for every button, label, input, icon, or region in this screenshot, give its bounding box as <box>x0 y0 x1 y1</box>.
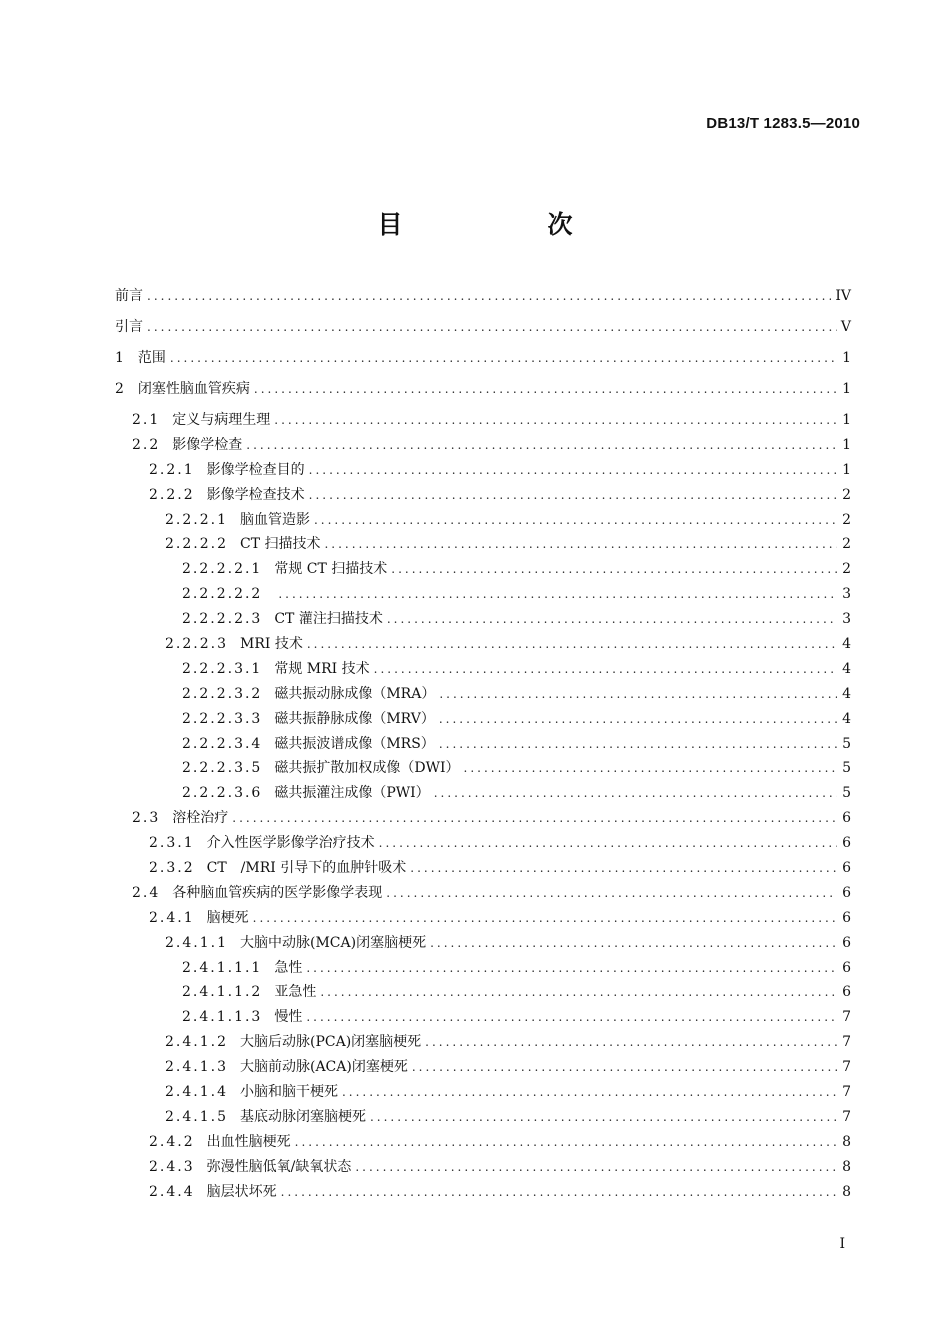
toc-entry-page: 4 <box>842 685 851 702</box>
toc-entry-label: MRI 技术 <box>239 635 303 652</box>
toc-entry-label: 磁共振动脉成像（MRA） <box>274 685 436 702</box>
toc-entry-label: 溶栓治疗 <box>172 810 229 827</box>
toc-entry-page: 2 <box>842 511 851 528</box>
dot-leader <box>147 315 837 340</box>
toc-entry-number: 2.2.2 <box>149 486 195 503</box>
toc-entry-page: 1 <box>842 380 851 397</box>
dot-leader <box>281 1180 837 1205</box>
toc-entry-label: 基底动脉闭塞脑梗死 <box>239 1108 366 1125</box>
toc-entry[interactable] <box>115 906 851 931</box>
toc-entry-label: 大脑中动脉(MCA)闭塞脑梗死 <box>239 934 427 951</box>
toc-entry[interactable] <box>115 1080 851 1105</box>
toc-entry-label: 磁共振静脉成像（MRV） <box>274 710 435 727</box>
toc-entry-page: IV <box>835 288 851 304</box>
toc-entry-label: 范围 <box>137 349 166 366</box>
toc-entry-page: 5 <box>842 735 851 752</box>
toc-entry-page: 8 <box>842 1158 851 1175</box>
toc-entry-number: 2.3.2 <box>149 859 195 876</box>
toc-entry-number: 2.2.1 <box>149 461 195 478</box>
dot-leader <box>374 657 837 682</box>
toc-entry-page: 1 <box>842 349 851 366</box>
toc-entry[interactable] <box>115 707 851 732</box>
dot-leader <box>387 607 837 632</box>
toc-entry[interactable] <box>115 956 851 981</box>
dot-leader <box>278 582 837 607</box>
page-number: I <box>839 1236 845 1252</box>
toc-entry-number: 2.2.2.3.2 <box>182 685 263 702</box>
dot-leader <box>370 1105 837 1130</box>
toc-entry-page: 6 <box>842 959 851 976</box>
dot-leader <box>342 1080 837 1105</box>
toc-entry-page: 7 <box>842 1034 851 1051</box>
toc-entry-label: 影像学检查目的 <box>206 461 305 478</box>
toc-entry-number: 2.4.4 <box>149 1183 195 1200</box>
dot-leader <box>464 756 838 781</box>
toc-entry-page: 2 <box>842 536 851 553</box>
toc-entry[interactable] <box>115 607 851 632</box>
toc-entry-label: 磁共振灌注成像（PWI） <box>274 785 430 802</box>
toc-entry[interactable] <box>115 315 851 340</box>
dot-leader <box>306 956 837 981</box>
toc-entry-label: 弥漫性脑低氧/缺氧状态 <box>206 1158 352 1175</box>
toc-entry[interactable] <box>115 806 851 831</box>
page-title: 目 次 <box>377 210 633 239</box>
toc-entry-label: 影像学检查技术 <box>206 486 305 503</box>
toc-entry[interactable] <box>115 377 851 402</box>
toc-entry-page: 2 <box>842 486 851 503</box>
dot-leader <box>320 980 837 1005</box>
toc-entry-number: 2.4.1.4 <box>165 1083 228 1100</box>
dot-leader <box>439 682 837 707</box>
toc-entry-page: 7 <box>842 1009 851 1026</box>
toc-entry-page: 6 <box>842 884 851 901</box>
toc-entry[interactable] <box>115 931 851 956</box>
dot-leader <box>295 1130 837 1155</box>
toc-entry-page: 1 <box>842 461 851 478</box>
toc-entry-label: 慢性 <box>274 1009 303 1026</box>
dot-leader <box>425 1030 837 1055</box>
toc-entry[interactable] <box>115 657 851 682</box>
toc-entry[interactable] <box>115 284 851 309</box>
toc-entry-number: 2.4.1.1.2 <box>182 984 263 1001</box>
toc-entry-number: 2.4.1 <box>149 909 195 926</box>
toc-entry[interactable] <box>115 458 851 483</box>
toc-entry-label: 急性 <box>274 959 303 976</box>
toc-entry[interactable] <box>115 732 851 757</box>
toc-entry[interactable] <box>115 1130 851 1155</box>
toc-entry-page: 2 <box>842 561 851 578</box>
toc-entry-page: 6 <box>842 909 851 926</box>
toc-entry-number: 2.2.2.3.6 <box>182 785 263 802</box>
toc-entry-page: 5 <box>842 785 851 802</box>
toc-entry[interactable] <box>115 980 851 1005</box>
toc-entry-label: 磁共振扩散加权成像（DWI） <box>274 760 460 777</box>
toc-entry[interactable] <box>115 1055 851 1080</box>
toc-entry[interactable] <box>115 508 851 533</box>
table-of-contents <box>115 284 851 1204</box>
toc-entry-label: 大脑后动脉(PCA)闭塞脑梗死 <box>239 1034 422 1051</box>
toc-entry[interactable] <box>115 781 851 806</box>
toc-entry-page: 4 <box>842 710 851 727</box>
dot-leader <box>306 1005 837 1030</box>
toc-entry-page: 8 <box>842 1133 851 1150</box>
toc-entry[interactable] <box>115 557 851 582</box>
toc-entry-number: 2.4.1.1.3 <box>182 1009 263 1026</box>
toc-entry[interactable] <box>115 881 851 906</box>
document-code: DB13/T 1283.5—2010 <box>706 115 860 132</box>
toc-entry[interactable] <box>115 1005 851 1030</box>
dot-leader <box>147 284 831 309</box>
toc-entry-label: 各种脑血管疾病的医学影像学表现 <box>172 884 383 901</box>
toc-entry-number: 2.2.2.3 <box>165 635 228 652</box>
dot-leader <box>430 931 837 956</box>
toc-entry-number: 2.4.1.1 <box>165 934 228 951</box>
toc-entry-number: 2.3.1 <box>149 835 195 852</box>
toc-entry-page: 3 <box>842 611 851 628</box>
toc-entry-page: 4 <box>842 660 851 677</box>
toc-entry-page: 6 <box>842 934 851 951</box>
toc-entry-number: 2.2.2.3.4 <box>182 735 263 752</box>
toc-entry-number: 2.2.2.2.1 <box>182 561 263 578</box>
toc-entry-number: 2.4.3 <box>149 1158 195 1175</box>
toc-entry-page: 5 <box>842 760 851 777</box>
toc-entry-label: 脑梗死 <box>206 909 249 926</box>
toc-entry[interactable] <box>115 582 851 607</box>
dot-leader <box>434 781 837 806</box>
toc-entry-label: 出血性脑梗死 <box>206 1133 291 1150</box>
toc-entry-label: 磁共振波谱成像（MRS） <box>274 735 435 752</box>
toc-entry-number: 2.4.1.3 <box>165 1059 228 1076</box>
toc-entry-page: 6 <box>842 810 851 827</box>
dot-leader <box>246 433 837 458</box>
toc-entry-number: 2.2.2.3.1 <box>182 660 263 677</box>
toc-entry-page: 1 <box>842 436 851 453</box>
toc-entry-label: CT 扫描技术 <box>239 536 321 553</box>
dot-leader <box>379 831 837 856</box>
toc-entry[interactable] <box>115 1105 851 1130</box>
toc-entry-number: 2 <box>115 380 126 397</box>
toc-entry-number: 2.4.2 <box>149 1133 195 1150</box>
toc-entry-page: 6 <box>842 984 851 1001</box>
dot-leader <box>170 346 837 371</box>
toc-entry-label: CT 灌注扫描技术 <box>274 611 383 628</box>
toc-entry-label: 常规 MRI 技术 <box>274 660 370 677</box>
toc-entry-label: 小脑和脑干梗死 <box>239 1083 338 1100</box>
toc-entry-number: 2.2 <box>132 436 161 453</box>
dot-leader <box>274 408 837 433</box>
toc-entry[interactable] <box>115 408 851 433</box>
toc-entry-label: 定义与病理生理 <box>172 411 271 428</box>
toc-entry-number: 2.2.2.2.3 <box>182 611 263 628</box>
toc-entry-number: 2.3 <box>132 810 161 827</box>
toc-entry-number: 2.2.2.1 <box>165 511 228 528</box>
toc-entry-label: 介入性医学影像学治疗技术 <box>206 835 375 852</box>
toc-entry[interactable] <box>115 831 851 856</box>
dot-leader <box>391 557 837 582</box>
toc-entry-label: 脑层状坏死 <box>206 1183 277 1200</box>
toc-entry-label: 常规 CT 扫描技术 <box>274 561 388 578</box>
toc-entry-label: 大脑前动脉(ACA)闭塞梗死 <box>239 1059 408 1076</box>
toc-entry-page: 7 <box>842 1108 851 1125</box>
dot-leader <box>314 508 837 533</box>
toc-entry[interactable] <box>115 532 851 557</box>
toc-entry[interactable] <box>115 632 851 657</box>
toc-entry[interactable] <box>115 856 851 881</box>
dot-leader <box>309 458 837 483</box>
toc-entry-page: 8 <box>842 1183 851 1200</box>
dot-leader <box>439 732 837 757</box>
toc-entry-label: 闭塞性脑血管疾病 <box>137 380 250 397</box>
toc-entry-label: 前言 <box>115 288 143 304</box>
dot-leader <box>254 377 837 402</box>
dot-leader <box>309 483 837 508</box>
dot-leader <box>412 1055 837 1080</box>
dot-leader <box>439 707 837 732</box>
toc-entry[interactable] <box>115 1030 851 1055</box>
toc-entry-number: 1 <box>115 349 126 366</box>
toc-entry-page: 3 <box>842 586 851 603</box>
toc-entry-number: 2.4.1.5 <box>165 1108 228 1125</box>
toc-entry-page: 4 <box>842 635 851 652</box>
dot-leader <box>410 856 837 881</box>
toc-entry[interactable] <box>115 682 851 707</box>
toc-entry-page: V <box>840 318 851 335</box>
toc-entry-number: 2.2.2.3.3 <box>182 710 263 727</box>
dot-leader <box>232 806 837 831</box>
toc-entry-number: 2.1 <box>132 411 161 428</box>
dot-leader <box>253 906 837 931</box>
dot-leader <box>386 881 837 906</box>
toc-entry[interactable] <box>115 756 851 781</box>
toc-entry-label: 脑血管造影 <box>239 511 310 528</box>
toc-entry-number: 2.2.2.3.5 <box>182 760 263 777</box>
toc-entry-page: 6 <box>842 835 851 852</box>
dot-leader <box>307 632 837 657</box>
toc-entry-label: CT /MRI 引导下的血肿针吸术 <box>206 859 407 876</box>
dot-leader <box>324 532 837 557</box>
toc-entry[interactable] <box>115 346 851 371</box>
dot-leader <box>355 1155 837 1180</box>
toc-entry-page: 7 <box>842 1059 851 1076</box>
toc-entry-number: 2.4 <box>132 884 161 901</box>
toc-entry-page: 1 <box>842 411 851 428</box>
toc-entry-label: 亚急性 <box>274 984 317 1001</box>
toc-entry-number: 2.2.2.2 <box>165 536 228 553</box>
toc-entry[interactable] <box>115 433 851 458</box>
toc-entry-label: 引言 <box>115 318 143 335</box>
toc-entry-label: 影像学检查 <box>172 436 243 453</box>
toc-entry-page: 7 <box>842 1083 851 1100</box>
toc-entry[interactable] <box>115 1180 851 1205</box>
toc-entry-number: 2.4.1.1.1 <box>182 959 263 976</box>
toc-entry[interactable] <box>115 483 851 508</box>
toc-entry-number: 2.4.1.2 <box>165 1034 228 1051</box>
toc-entry-page: 6 <box>842 859 851 876</box>
toc-entry-number: 2.2.2.2.2 <box>182 586 263 603</box>
toc-entry[interactable] <box>115 1155 851 1180</box>
